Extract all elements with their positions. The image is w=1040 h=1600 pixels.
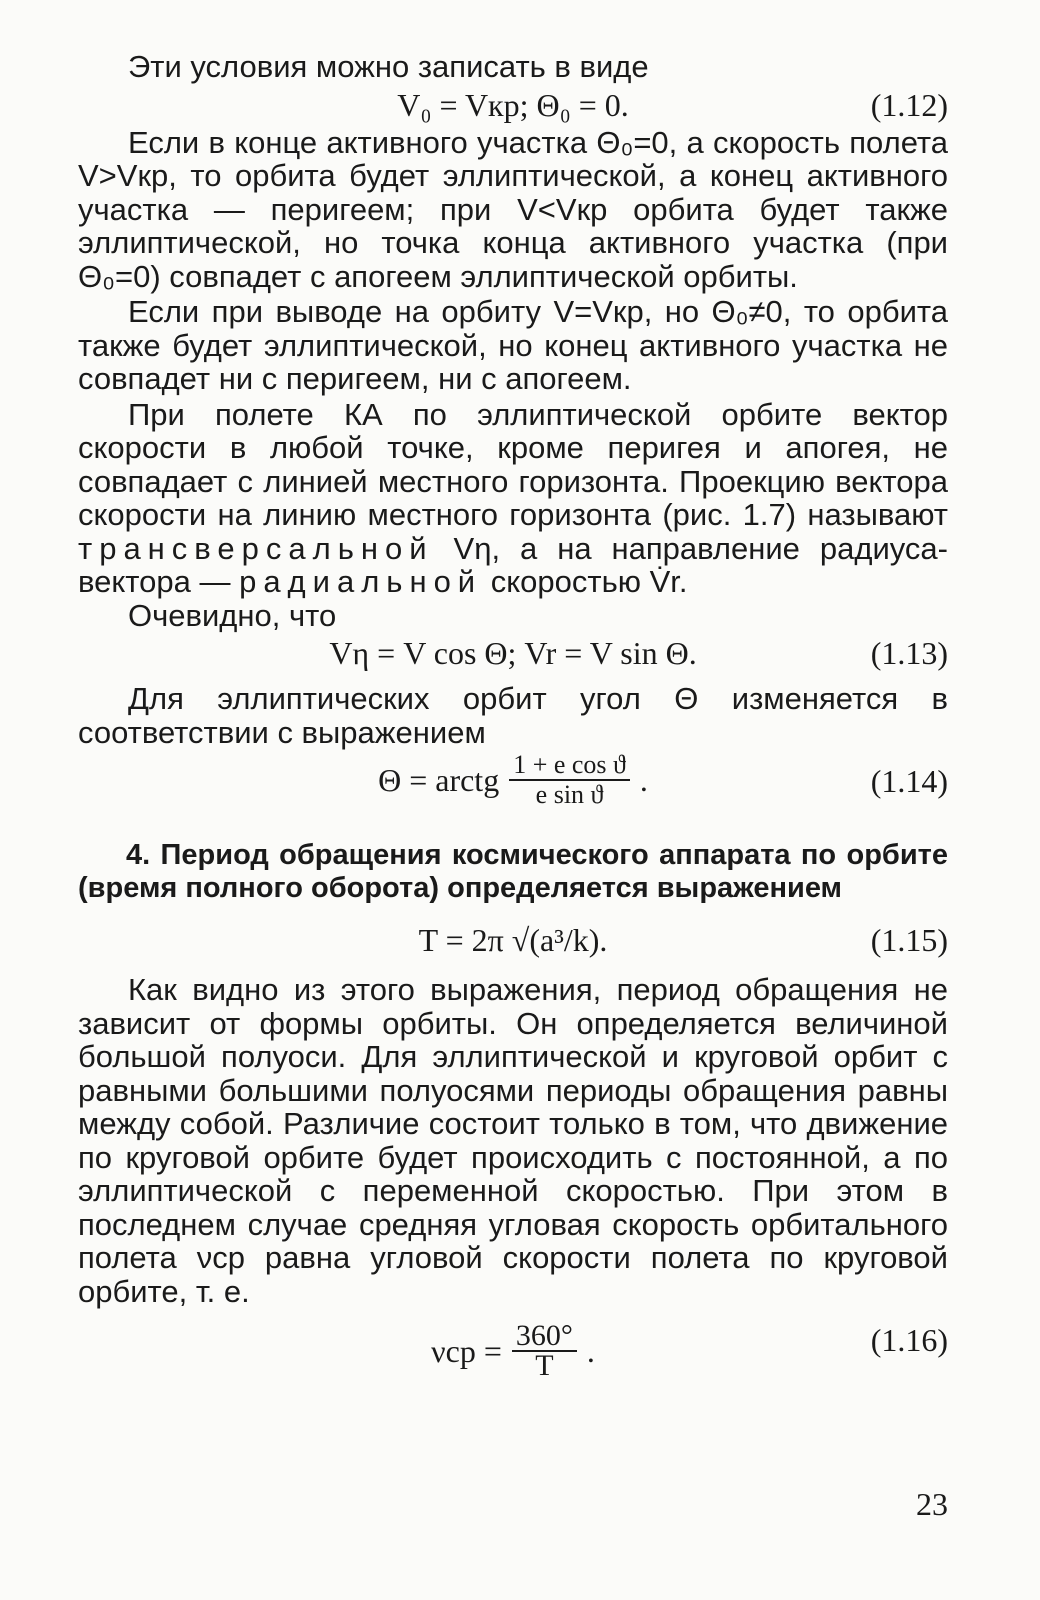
equation-end: .	[586, 1332, 595, 1369]
equation-body	[378, 751, 648, 809]
term-transversal: трансверсальной	[78, 530, 434, 566]
paragraph-velocity-components	[78, 398, 948, 599]
page-number: 23	[916, 1486, 948, 1522]
equation-number: (1.15)	[870, 922, 948, 958]
paragraph-obviously: Очевидно, что	[128, 597, 337, 633]
equation-body	[431, 1319, 595, 1382]
paragraph-intro: Эти условия можно записать в виде	[128, 49, 649, 84]
term-radial: радиальной	[239, 564, 483, 599]
paragraph-orbit-insertion: Если при выводе на орбиту V=Vкр, но Θ₀≠0, то орбита также будет эллиптической, но конец активного участка не совпадет ни с перигеем, ни с апогеем.	[78, 294, 948, 396]
equation-formula: Vη = V cos Θ; Vr = V sin Θ.	[329, 635, 697, 671]
equation-1-14	[78, 751, 948, 809]
text-fragment: Vη, а на направление радиуса-вектора —	[78, 530, 948, 599]
equation-1-15	[78, 921, 948, 959]
equation-end: .	[639, 761, 648, 798]
fraction-denominator: e sin ϑ	[535, 780, 604, 809]
text-fragment: При полете КА по эллиптической орбите вектор скорости в любой точке, кроме перигея и апогея, не совпадает с линией местного горизонта. Проекцию вектора скорости на линию местного горизонта (рис. 1.7) называют	[78, 396, 948, 532]
fraction-denominator: T	[535, 1349, 554, 1382]
equation-1-13	[78, 634, 948, 672]
equation-fraction	[509, 751, 630, 809]
paragraph-period: Как видно из этого выражения, период обращения не зависит от формы орбиты. Он определяется величиной большой полуоси. Для эллиптической и круговой орбит с равными большими полуосями периоды обращения равны между собой. Различие состоит только в том, что движение по круговой орбите будет происходить с постоянной, а по эллиптической с переменной скоростью. При этом в последнем случае средняя угловая скорость орбитального полета νср равна угловой скорости полета по круговой орбите, т. е.	[78, 972, 948, 1309]
equation-number: (1.16)	[870, 1322, 948, 1358]
equation-1-12	[78, 86, 948, 124]
equation-number: (1.12)	[870, 86, 948, 123]
equation-number: (1.14)	[870, 763, 948, 799]
section-heading: 4. Период обращения космического аппарата по орбите (время полного оборота) определяется выражением	[78, 839, 948, 904]
equation-formula: T = 2π √(a³/k).	[418, 922, 608, 958]
text-fragment: скоростью V̇r.	[482, 564, 688, 599]
fraction-numerator: 360°	[512, 1322, 577, 1352]
paragraph-active-segment: Если в конце активного участка Θ₀=0, а скорость полета V>Vкр, то орбита будет эллиптической, а конец активного участка — перигеем; при V<Vкр орбита будет также эллиптической, но точка конца активного участка (при Θ₀=0) совпадет с апогеем эллиптической орбиты.	[78, 124, 948, 294]
equation-lhs: Θ = arctg	[378, 761, 500, 798]
equation-fraction	[512, 1319, 577, 1382]
fraction-numerator: 1 + e cos ϑ	[509, 751, 630, 781]
equation-lhs: νср =	[431, 1332, 502, 1369]
equation-formula: V₀ = Vкр; Θ₀ = 0.	[397, 86, 629, 123]
equation-number: (1.13)	[870, 635, 948, 671]
paragraph-angle-change: Для эллиптических орбит угол Θ изменяется в соответствии с выражением	[78, 681, 948, 750]
equation-1-16	[78, 1319, 948, 1382]
